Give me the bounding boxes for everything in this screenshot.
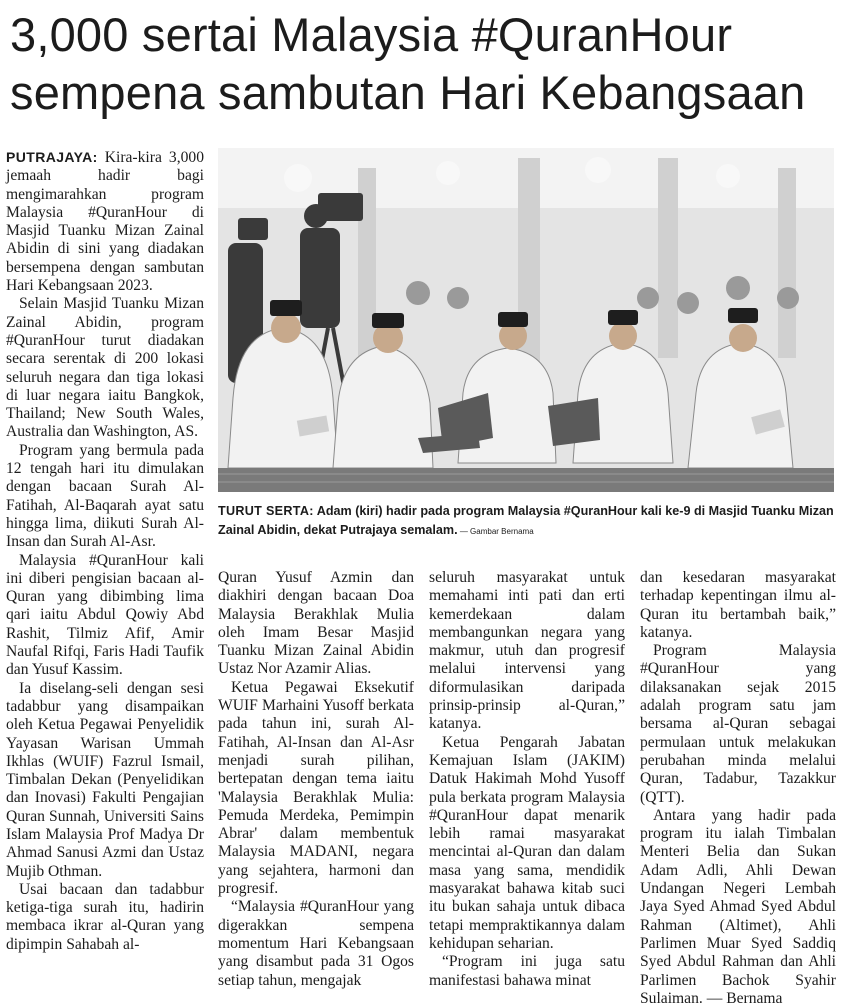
article-column-3 [429, 569, 625, 990]
article-column-1 [6, 148, 204, 954]
paragraph [6, 148, 204, 295]
article-column-2 [218, 569, 414, 990]
headline-line-2: sempena sambutan Hari Kebangsaan [10, 66, 806, 119]
paragraph: “Malaysia #QuranHour yang digerakkan sempena momentum Hari Kebangsaan yang disambut pada 31 Ogos setiap tahun, mengajak [218, 898, 414, 989]
paragraph: Malaysia #QuranHour kali ini diberi pengisian bacaan al-Quran yang dibimbing lima qari iaitu Abdul Qowiy Abd Rashit, Tilmiz Afif, Amir Naufal Rifqi, Faris Hadi Taufik dan Yusuf Kassim. [6, 551, 204, 679]
dateline: PUTRAJAYA: [6, 149, 98, 165]
caption-lead: TURUT SERTA: [218, 504, 314, 518]
paragraph: Antara yang hadir pada program itu ialah Timbalan Menteri Belia dan Sukan Adam Adli, Ahli Dewan Undangan Negeri Lembah Jaya Syed Ahmad Syed Abdul Rahman (Altimet), Ahli Parlimen Muar Syed Saddiq Syed Abdul Rahman dan Ahli Parlimen Bachok Syahir Sulaiman. — Bernama [640, 806, 836, 1007]
paragraph: Ketua Pengarah Jabatan Kemajuan Islam (JAKIM) Datuk Hakimah Mohd Yusoff pula berkata program Malaysia #QuranHour dapat menarik lebih ramai masyarakat mencintai al-Quran dan dalam masa yang sama, mendidik masyarakat bahawa kitab suci itu bukan sahaja untuk dibaca tetapi mempraktikannya dalam kehidupan seharian. [429, 733, 625, 952]
paragraph: seluruh masyarakat untuk memahami inti pati dan erti kemerdekaan dalam membangunkan negara yang makmur, utuh dan progresif melalui intervensi yang diformulasikan daripada prinsip-prinsip al-Quran,” katanya. [429, 569, 625, 733]
paragraph: Ketua Pegawai Eksekutif WUIF Marhaini Yusoff berkata pada tahun ini, surah Al-Fatihah, Al-Insan dan Al-Asr menjadi surah pilihan, bertepatan dengan tema iaitu 'Malaysia Berakhlak Mulia: Pemuda Merdeka, Pemimpin Abrar' dalam membentuk Malaysia MADANI, negara yang sejahtera, harmoni dan progresif. [218, 678, 414, 898]
paragraph: dan kesedaran masyarakat terhadap kepentingan ilmu al-Quran itu bertambah baik,” katanya. [640, 569, 836, 641]
headline-line-1: 3,000 sertai Malaysia #QuranHour [10, 8, 733, 61]
paragraph: Usai bacaan dan tadabbur ketiga-tiga surah itu, hadirin membaca ikrar al-Quran yang dipimpin Sahabah al- [6, 880, 204, 953]
paragraph-text: Kira-kira 3,000 jemaah hadir bagi mengimarahkan program Malaysia #QuranHour di Masjid Tuanku Mizan Zainal Abidin di sini yang diadakan bersempena dengan sambutan Hari Kebangsaan 2023. [6, 149, 204, 295]
news-photo [218, 148, 834, 492]
paragraph: Program Malaysia #QuranHour yang dilaksanakan sejak 2015 adalah program satu jam bersama al-Quran sebagai permulaan untuk melakukan perubahan minda melalui Quran, Tadabur, Tazakkur (QTT). [640, 642, 836, 806]
photo-illustration [218, 148, 834, 492]
paragraph: Quran Yusuf Azmin dan diakhiri dengan bacaan Doa Malaysia Berakhlak Mulia oleh Imam Besar Masjid Tuanku Mizan Zainal Abidin Ustaz Nor Azamir Alias. [218, 569, 414, 678]
photo-caption [218, 502, 838, 541]
headline [10, 6, 850, 122]
paragraph: Selain Masjid Tuanku Mizan Zainal Abidin, program #QuranHour turut diadakan secara serentak di 200 lokasi seluruh negara dan tiga lokasi di luar negara iaitu Bangkok, Thailand; New South Wales, Australia dan Washington, AS. [6, 295, 204, 441]
caption-text: Adam (kiri) hadir pada program Malaysia #QuranHour kali ke-9 di Masjid Tuanku Mizan Zainal Abidin, dekat Putrajaya semalam. [218, 504, 834, 537]
article-column-4 [640, 569, 836, 1008]
paragraph: Program yang bermula pada 12 tengah hari itu dimulakan dengan bacaan Surah Al-Fatihah, Al-Baqarah ayat satu hingga lima, diikuti Surah Al-Insan dan Surah Al-Asr. [6, 441, 204, 551]
paragraph: Ia diselang-seli dengan sesi tadabbur yang disampaikan oleh Ketua Pegawai Penyelidik Yayasan Warisan Ummah Ikhlas (WUIF) Fazrul Ismail, Timbalan Dekan (Penyelidikan dan Inovasi) Fakulti Pengajian Quran Sunnah, Universiti Sains Islam Malaysia Prof Madya Dr Ahmad Sanusi Azmi dan Ustaz Mujib Othman. [6, 679, 204, 880]
caption-credit: — Gambar Bernama [457, 527, 534, 536]
paragraph: “Program ini juga satu manifestasi bahawa minat [429, 953, 625, 989]
